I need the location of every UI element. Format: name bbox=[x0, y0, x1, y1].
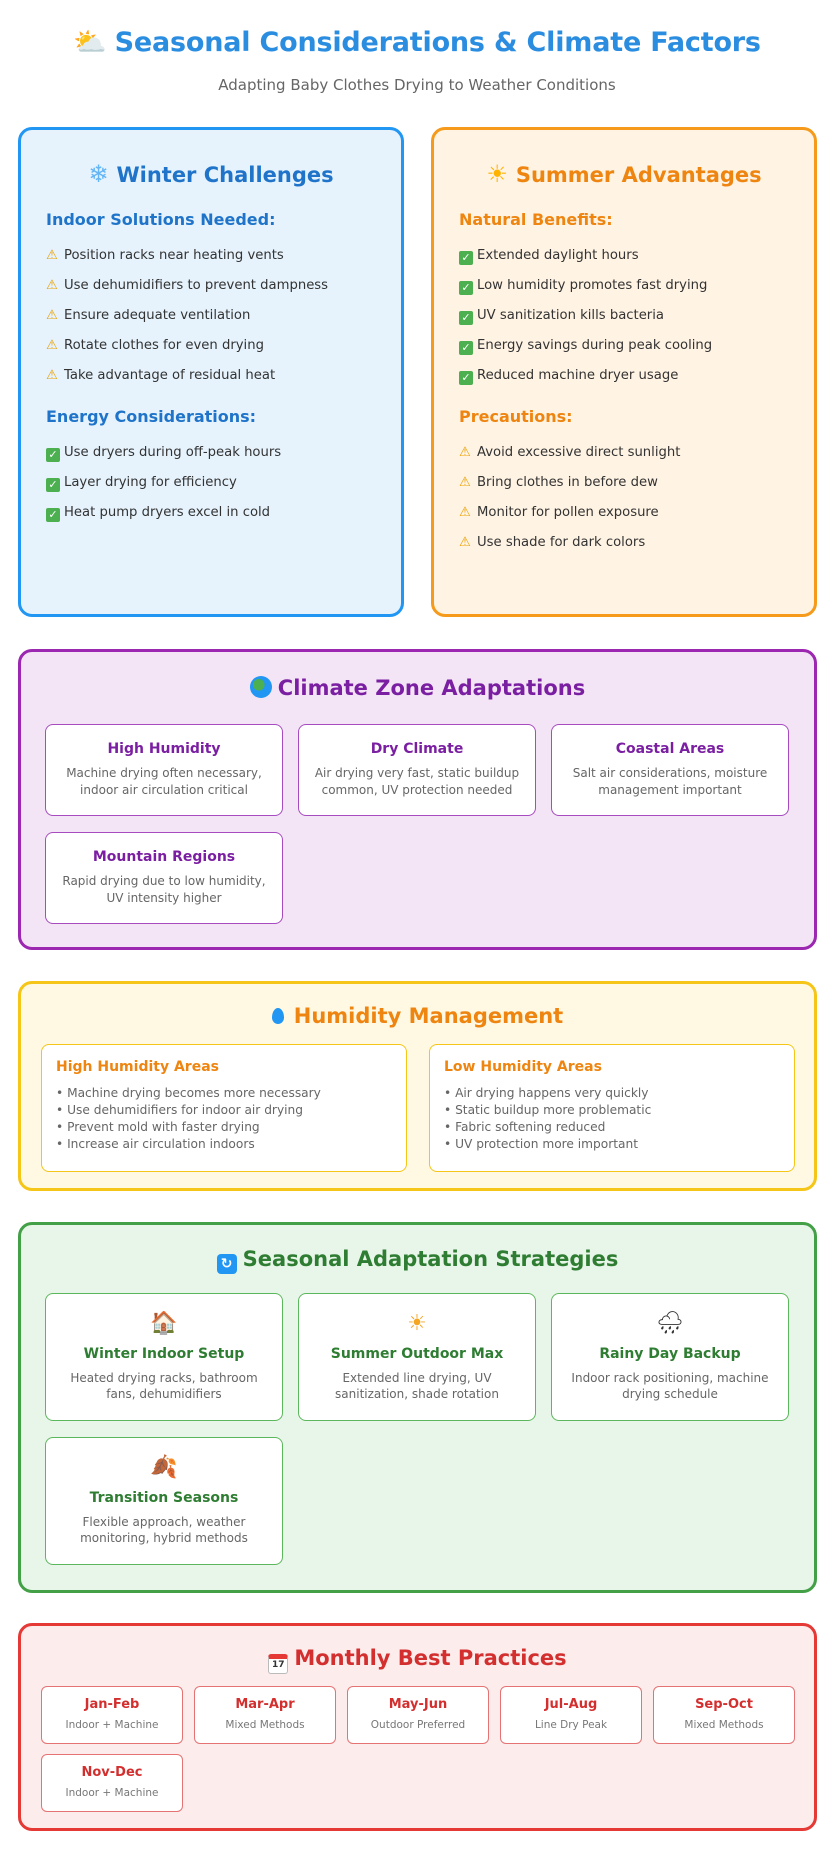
warning-icon: ⚠ bbox=[46, 248, 58, 263]
warning-icon: ⚠ bbox=[459, 505, 471, 520]
strategy-title: Transition Seasons bbox=[89, 1490, 239, 1506]
list-item: ✓ Low humidity promotes fast drying bbox=[459, 271, 814, 301]
zone-title: Mountain Regions bbox=[92, 849, 236, 865]
strategy-title: Winter Indoor Setup bbox=[83, 1346, 245, 1362]
summer-advantages-panel bbox=[431, 127, 817, 617]
winter-title: ❄ Winter Challenges bbox=[88, 160, 334, 188]
summer-section-heading: Precautions: bbox=[459, 407, 573, 426]
warning-icon: ⚠ bbox=[46, 368, 58, 383]
check-icon: ✓ bbox=[46, 478, 60, 492]
zone-title: Dry Climate bbox=[370, 741, 464, 757]
climate-zone-panel bbox=[18, 649, 817, 950]
globe-icon bbox=[250, 676, 272, 698]
zone-description: Rapid drying due to low humidity, UV intensity higher bbox=[62, 874, 266, 905]
winter-challenges-panel bbox=[18, 127, 404, 617]
climate-title: Climate Zone Adaptations bbox=[21, 676, 814, 700]
month-description: Outdoor Preferred bbox=[370, 1719, 466, 1731]
humidity-box-high bbox=[41, 1044, 407, 1172]
warning-icon: ⚠ bbox=[46, 308, 58, 323]
summer-benefits-list bbox=[459, 241, 814, 391]
list-item: • Air drying happens very quickly bbox=[444, 1086, 649, 1100]
summer-precautions-list bbox=[459, 438, 814, 558]
strategy-description: Indoor rack positioning, machine drying schedule bbox=[571, 1371, 769, 1401]
warning-icon: ⚠ bbox=[459, 535, 471, 550]
list-item: • Static buildup more problematic bbox=[444, 1103, 652, 1117]
zone-title: High Humidity bbox=[107, 741, 221, 757]
strategy-description: Flexible approach, weather monitoring, hybrid methods bbox=[80, 1515, 248, 1545]
sun-icon: ☀ bbox=[407, 1311, 427, 1336]
zone-card bbox=[551, 724, 789, 816]
warning-icon: ⚠ bbox=[459, 445, 471, 460]
warning-icon: ⚠ bbox=[46, 278, 58, 293]
calendar-icon: 17 bbox=[268, 1654, 288, 1674]
droplet-icon bbox=[272, 1008, 284, 1024]
zone-card bbox=[45, 832, 283, 924]
month-title: Jul-Aug bbox=[544, 1697, 598, 1712]
check-icon: ✓ bbox=[459, 281, 473, 295]
list-item: ⚠ Bring clothes in before dew bbox=[459, 468, 814, 498]
winter-indoor-list bbox=[46, 241, 401, 391]
list-item: ✓ Use dryers during off-peak hours bbox=[46, 438, 401, 468]
list-item: ⚠ Rotate clothes for even drying bbox=[46, 331, 401, 361]
rain-cloud-icon: 🌧 bbox=[656, 1311, 684, 1336]
month-card bbox=[500, 1686, 642, 1744]
check-icon: ✓ bbox=[459, 251, 473, 265]
sun-icon: ☀ bbox=[486, 160, 508, 188]
page-header bbox=[0, 26, 834, 94]
list-item: ✓ UV sanitization kills bacteria bbox=[459, 301, 814, 331]
humidity-management-panel bbox=[18, 981, 817, 1191]
sun-behind-cloud-icon: ⛅ bbox=[73, 27, 107, 58]
list-item: ✓ Reduced machine dryer usage bbox=[459, 361, 814, 391]
page-subtitle: Adapting Baby Clothes Drying to Weather Conditions bbox=[218, 76, 616, 94]
page-title: ⛅ Seasonal Considerations & Climate Factors bbox=[73, 27, 761, 58]
list-item: • Increase air circulation indoors bbox=[56, 1137, 255, 1151]
zone-description: Salt air considerations, moisture management important bbox=[572, 766, 768, 797]
humidity-list bbox=[56, 1085, 392, 1153]
zone-card bbox=[45, 724, 283, 816]
list-item: ⚠ Ensure adequate ventilation bbox=[46, 301, 401, 331]
month-title: Jan-Feb bbox=[84, 1697, 140, 1712]
winter-section-heading: Energy Considerations: bbox=[46, 407, 257, 426]
check-icon: ✓ bbox=[46, 448, 60, 462]
list-item: • UV protection more important bbox=[444, 1137, 638, 1151]
check-icon: ✓ bbox=[459, 311, 473, 325]
summer-section-heading: Natural Benefits: bbox=[459, 210, 613, 229]
list-item: ⚠ Use dehumidifiers to prevent dampness bbox=[46, 271, 401, 301]
strategy-card bbox=[551, 1293, 789, 1421]
list-item: ✓ Energy savings during peak cooling bbox=[459, 331, 814, 361]
check-icon: ✓ bbox=[46, 508, 60, 522]
zone-description: Machine drying often necessary, indoor air circulation critical bbox=[66, 766, 262, 797]
humidity-list bbox=[444, 1085, 780, 1153]
month-card bbox=[41, 1686, 183, 1744]
month-title: Mar-Apr bbox=[235, 1697, 295, 1712]
list-item: ⚠ Monitor for pollen exposure bbox=[459, 498, 814, 528]
fallen-leaves-icon: 🍂 bbox=[150, 1455, 178, 1480]
strategy-description: Extended line drying, UV sanitization, shade rotation bbox=[335, 1371, 499, 1401]
monthly-title: 17 Monthly Best Practices bbox=[21, 1646, 814, 1674]
winter-energy-list bbox=[46, 438, 401, 528]
strategy-card bbox=[298, 1293, 536, 1421]
strategy-card bbox=[45, 1437, 283, 1565]
strategy-description: Heated drying racks, bathroom fans, dehumidifiers bbox=[70, 1371, 258, 1401]
list-item: ⚠ Take advantage of residual heat bbox=[46, 361, 401, 391]
month-card bbox=[194, 1686, 336, 1744]
zone-description: Air drying very fast, static buildup common, UV protection needed bbox=[314, 766, 520, 797]
winter-section-heading: Indoor Solutions Needed: bbox=[46, 210, 276, 229]
month-title: Sep-Oct bbox=[695, 1697, 753, 1712]
month-description: Mixed Methods bbox=[225, 1719, 305, 1731]
summer-title: ☀ Summer Advantages bbox=[486, 160, 762, 188]
list-item: • Machine drying becomes more necessary bbox=[56, 1086, 321, 1100]
month-title: May-Jun bbox=[388, 1697, 448, 1712]
humidity-box-low bbox=[429, 1044, 795, 1172]
list-item: ⚠ Avoid excessive direct sunlight bbox=[459, 438, 814, 468]
snowflake-icon: ❄ bbox=[88, 160, 109, 188]
month-description: Indoor + Machine bbox=[65, 1719, 159, 1731]
month-card bbox=[41, 1754, 183, 1812]
seasonal-strategies-panel bbox=[18, 1222, 817, 1593]
check-icon: ✓ bbox=[459, 341, 473, 355]
strategy-card bbox=[45, 1293, 283, 1421]
month-card bbox=[347, 1686, 489, 1744]
month-description: Indoor + Machine bbox=[65, 1787, 159, 1799]
list-item: ✓ Extended daylight hours bbox=[459, 241, 814, 271]
check-icon: ✓ bbox=[459, 371, 473, 385]
monthly-best-practices-panel bbox=[18, 1623, 817, 1831]
zone-card bbox=[298, 724, 536, 816]
list-item: ✓ Layer drying for efficiency bbox=[46, 468, 401, 498]
list-item: • Use dehumidifiers for indoor air drying bbox=[56, 1103, 303, 1117]
list-item: • Prevent mold with faster drying bbox=[56, 1120, 260, 1134]
strategies-title: ↻ Seasonal Adaptation Strategies bbox=[21, 1247, 814, 1274]
humidity-box-title: High Humidity Areas bbox=[56, 1059, 219, 1075]
month-title: Nov-Dec bbox=[81, 1765, 143, 1780]
warning-icon: ⚠ bbox=[46, 338, 58, 353]
warning-icon: ⚠ bbox=[459, 475, 471, 490]
list-item: ✓ Heat pump dryers excel in cold bbox=[46, 498, 401, 528]
humidity-box-title: Low Humidity Areas bbox=[444, 1059, 602, 1075]
month-card bbox=[653, 1686, 795, 1744]
strategy-title: Summer Outdoor Max bbox=[330, 1346, 504, 1362]
house-icon: 🏠 bbox=[150, 1311, 178, 1336]
list-item: • Fabric softening reduced bbox=[444, 1120, 606, 1134]
month-description: Mixed Methods bbox=[684, 1719, 764, 1731]
list-item: ⚠ Position racks near heating vents bbox=[46, 241, 401, 271]
humidity-title: Humidity Management bbox=[21, 1004, 814, 1028]
month-description: Line Dry Peak bbox=[534, 1719, 608, 1731]
strategy-title: Rainy Day Backup bbox=[599, 1346, 741, 1362]
list-item: ⚠ Use shade for dark colors bbox=[459, 528, 814, 558]
zone-title: Coastal Areas bbox=[615, 741, 725, 757]
cycle-arrows-icon: ↻ bbox=[217, 1254, 237, 1274]
